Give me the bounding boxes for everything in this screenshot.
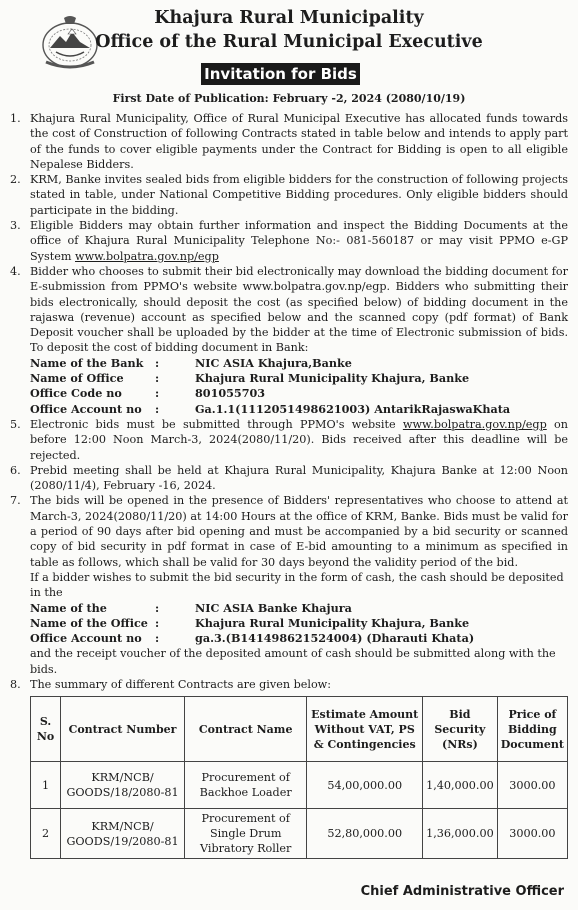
table-row: [31, 762, 568, 809]
cash-deposit: [10, 570, 568, 677]
table-cell: KRM/NCB/ GOODS/18/2080-81: [61, 762, 185, 809]
bank-row: Name of the : NIC ASIA Banke Khajura: [30, 600, 352, 615]
cash-outro: and the receipt voucher of the deposited amount of cash should be submitted along with the bids.: [30, 647, 556, 676]
office-title: Office of the Rural Municipal Executive: [95, 32, 483, 52]
list-item: [10, 677, 568, 692]
municipality-title: Khajura Rural Municipality: [154, 8, 424, 28]
table-cell: 1,40,000.00: [423, 762, 498, 809]
signature-title: Chief Administrative Officer: [360, 884, 564, 899]
item-text: KRM, Banke invites sealed bids from eligible bidders for the construction of following projects stated in table, under National Competitive Bidding procedures. Only eligible bidders should participate in the bidding.: [30, 173, 568, 217]
item-number: 1.: [10, 112, 21, 125]
bank-details-1: [10, 356, 568, 417]
item-number: 2.: [10, 173, 21, 187]
table-cell: 52,80,000.00: [307, 809, 423, 859]
item-number: 4.: [10, 264, 21, 278]
table-cell: 1,36,000.00: [423, 809, 498, 859]
egp-link[interactable]: www.bolpatra.gov.np/egp: [75, 249, 219, 263]
notice-body: [10, 111, 568, 859]
col-header: Price of Bidding Document: [497, 697, 567, 762]
item-text: Bidder who chooses to submit their bid electronically may download the bidding document for E-submission from PPMO's website www.bolpatra.gov.np/egp. Bidders who submitting their bids electronically, should deposit the cost (as specified below) of bidding document in the rajaswa (revenue) account as specified below and the scanned copy (pdf format) of Bank Deposit voucher shall be uploaded by the bidder at the time of Electronic submission of bids. To deposit the cost of bidding document in Bank:: [30, 264, 568, 355]
contracts-table: [30, 696, 568, 859]
list-item: [10, 111, 568, 172]
bank-row: Office Code no : 801055703: [30, 386, 266, 401]
publication-date: First Date of Publication: February -2, 2024 (2080/10/19): [112, 92, 466, 105]
col-header: Contract Number: [61, 697, 185, 762]
cash-intro: If a bidder wishes to submit the bid security in the form of cash, the cash should be deposited in the: [30, 570, 564, 600]
table-cell: 3000.00: [497, 762, 567, 809]
bank-row: Name of the Office : Khajura Rural Municipality Khajura, Banke: [30, 615, 470, 630]
item-number: 6.: [10, 463, 21, 477]
table-header-row: [31, 697, 568, 762]
list-item: [10, 264, 568, 356]
egp-link[interactable]: www.bolpatra.gov.np/egp: [402, 417, 547, 431]
item-number: 8.: [10, 677, 21, 691]
item-text: The bids will be opened in the presence of Bidders' representatives who choose to attend at March-3, 2024(2080/11/20) at 14:00 Hours at the office of KRM, Banke. Bids must be valid for a period of 90 days after bid opening and must be accompanied by a bid security or scanned copy of bid security in pdf format in case of E-bid amounting to a minimum as specified in table as follows, which shall be valid for 30 days beyond the validity period of the bid.: [30, 494, 568, 569]
bank-row: Name of Office : Khajura Rural Municipality Khajura, Banke: [30, 371, 470, 386]
col-header: Contract Name: [185, 697, 307, 762]
table-cell: 2: [31, 809, 61, 859]
table-cell: Procurement of Backhoe Loader: [185, 762, 307, 809]
table-row: [31, 809, 568, 859]
item-text: Khajura Rural Municipality, Office of Rural Municipal Executive has allocated funds towards the cost of Construction of following Contracts stated in table below and intends to apply part of the funds to cover eligible payments under the Contract for Bidding is open to all eligible Nepalese Bidders.: [30, 112, 568, 171]
col-header: S. No: [31, 697, 61, 762]
list-item: [10, 463, 568, 494]
invitation-banner: Invitation for Bids: [201, 63, 360, 85]
item-number: 5.: [10, 417, 21, 431]
item-number: 3.: [10, 219, 21, 233]
list-item: [10, 172, 568, 218]
item-text: Eligible Bidders may obtain further information and inspect the Bidding Documents at the office of Khajura Rural Municipality Telephone No:- 081-560187 or may visit PPMO e-GP System www.bolpatra.gov.np/egp: [30, 219, 568, 263]
col-header: Bid Security (NRs): [423, 697, 498, 762]
item-text: The summary of different Contracts are given below:: [30, 677, 332, 691]
bank-row: Name of the Bank : NIC ASIA Khajura,Banke: [30, 355, 352, 370]
table-cell: KRM/NCB/ GOODS/19/2080-81: [61, 809, 185, 859]
list-item: [10, 417, 568, 463]
bank-row: Office Account no : Ga.1.1(1112051498621003) AntarikRajaswaKhata: [30, 401, 511, 416]
item-text: Electronic bids must be submitted through PPMO's website www.bolpatra.gov.np/egp on before 12:00 Noon March-3, 2024(2080/11/20). Bids received after this deadline will be rejected.: [30, 417, 568, 462]
item-number: 7.: [10, 494, 21, 508]
bank-row: Office Account no : ga.3.(B141498621524004) (Dharauti Khata): [30, 631, 475, 646]
list-item: [10, 218, 568, 264]
table-cell: 1: [31, 762, 61, 809]
item-text: Prebid meeting shall be held at Khajura Rural Municipality, Khajura Banke at 12:00 Noon (2080/11/4), February -16, 2024.: [30, 463, 568, 493]
col-header: Estimate Amount Without VAT, PS & Contingencies: [307, 697, 423, 762]
list-item: [10, 493, 568, 569]
table-cell: 3000.00: [497, 809, 567, 859]
table-cell: Procurement of Single Drum Vibratory Roller: [185, 809, 307, 859]
table-cell: 54,00,000.00: [307, 762, 423, 809]
